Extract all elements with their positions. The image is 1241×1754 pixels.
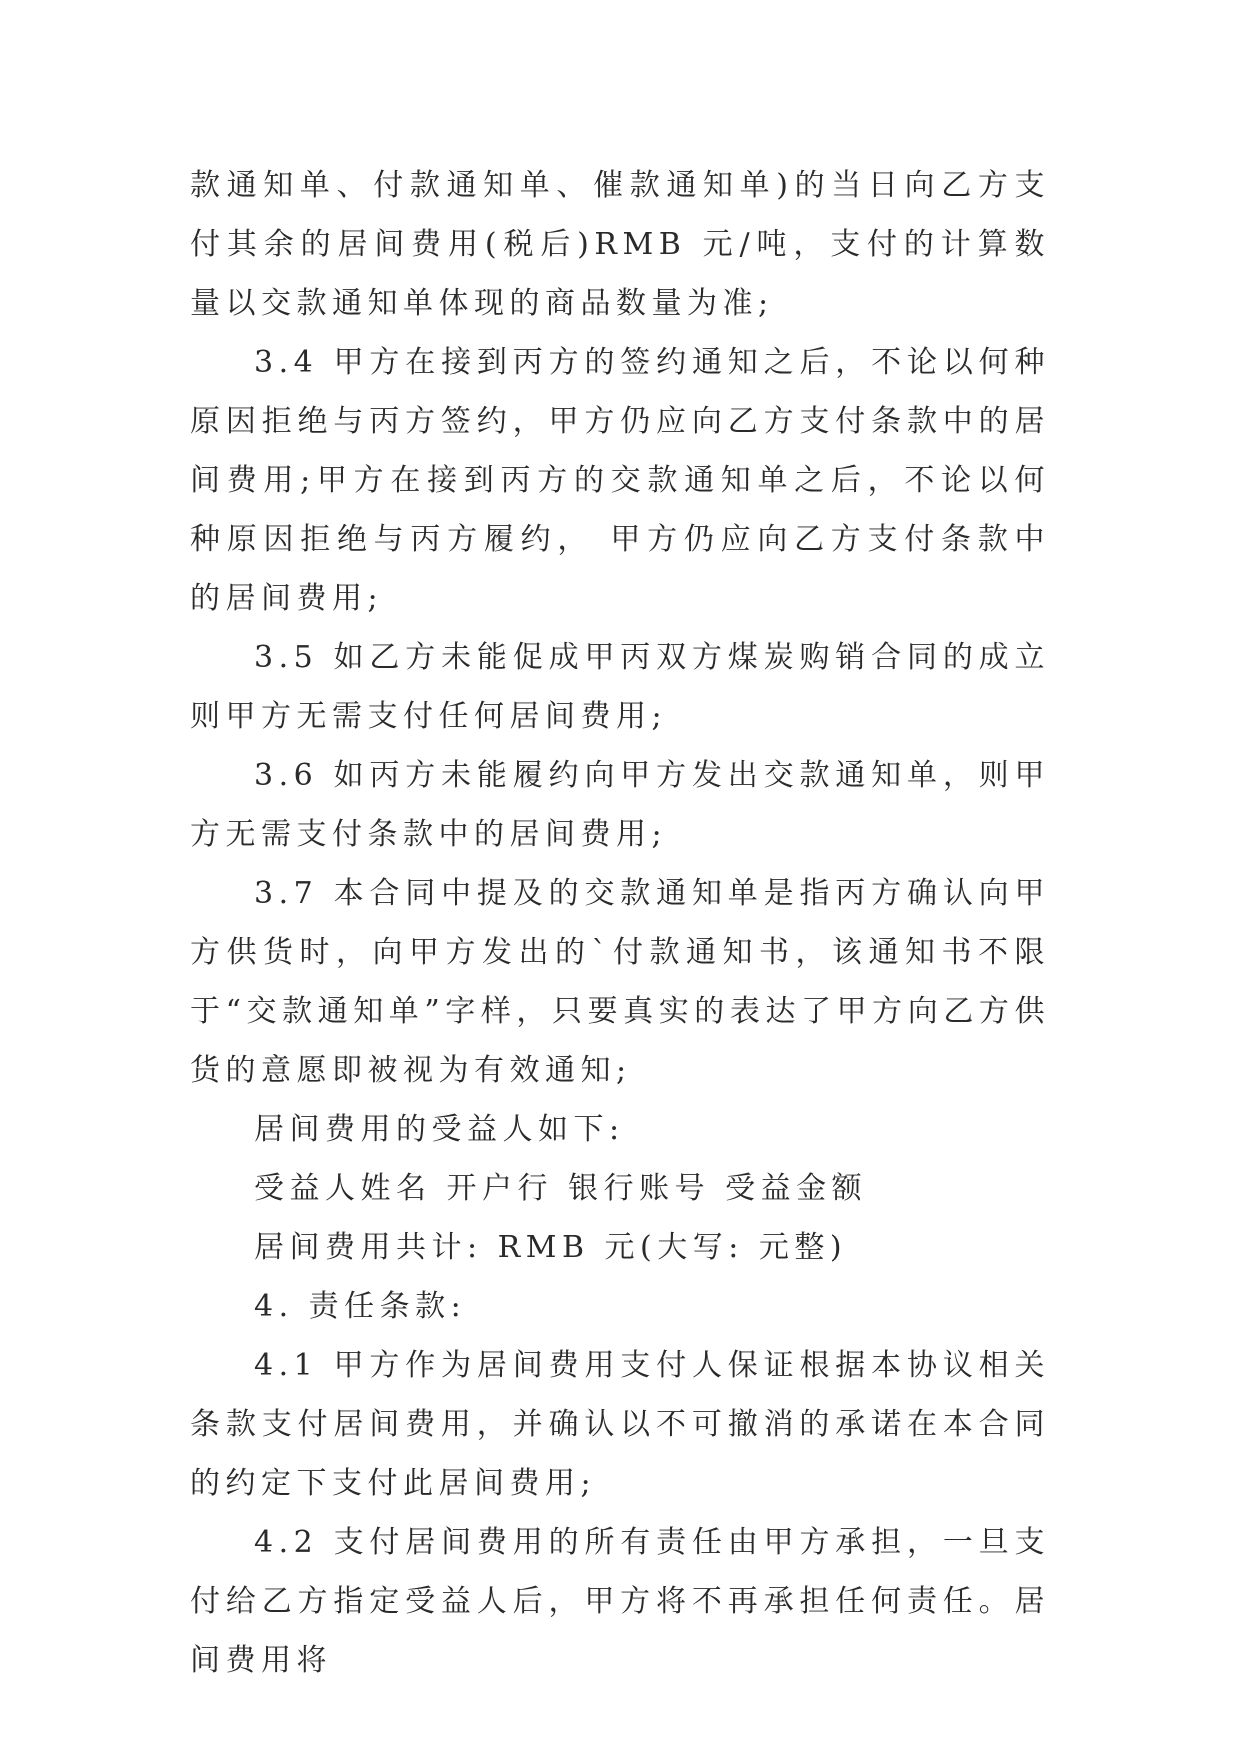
clause-3-7: 3.7 本合同中提及的交款通知单是指丙方确认向甲方供货时，向甲方发出的`付款通知书，该通知书不限于“交款通知单”字样，只要真实的表达了甲方向乙方供货的意愿即被视为有效通知; [190, 876, 1050, 1088]
beneficiary-columns: 受益人姓名 开户行 银行账号 受益金额 [254, 1171, 868, 1206]
fee-total: 居间费用共计: RMB 元(大写: 元整) [254, 1230, 848, 1265]
clause-4-2: 4.2 支付居间费用的所有责任由甲方承担，一旦支付给乙方指定受益人后，甲方将不再承担任何责任。居间费用将 [190, 1525, 1050, 1678]
section-4-heading: 4. 责任条款: [254, 1289, 467, 1324]
clause-3-4: 3.4 甲方在接到丙方的签约通知之后，不论以何种原因拒绝与丙方签约，甲方仍应向乙方支付条款中的居间费用;甲方在接到丙方的交款通知单之后，不论以何种原因拒绝与丙方履约， 甲方仍应向乙方支付条款中的居间费用; [190, 345, 1050, 616]
paragraph-continued-payment-terms: 款通知单、付款通知单、催款通知单)的当日向乙方支付其余的居间费用(税后)RMB 元/吨，支付的计算数量以交款通知单体现的商品数量为准; [190, 168, 1050, 321]
beneficiary-intro: 居间费用的受益人如下: [254, 1112, 625, 1147]
clause-4-1: 4.1 甲方作为居间费用支付人保证根据本协议相关条款支付居间费用，并确认以不可撤消的承诺在本合同的约定下支付此居间费用; [190, 1348, 1050, 1501]
clause-3-5: 3.5 如乙方未能促成甲丙双方煤炭购销合同的成立则甲方无需支付任何居间费用; [190, 640, 1050, 734]
contract-body [190, 156, 1050, 1690]
clause-3-6: 3.6 如丙方未能履约向甲方发出交款通知单，则甲方无需支付条款中的居间费用; [190, 758, 1050, 852]
